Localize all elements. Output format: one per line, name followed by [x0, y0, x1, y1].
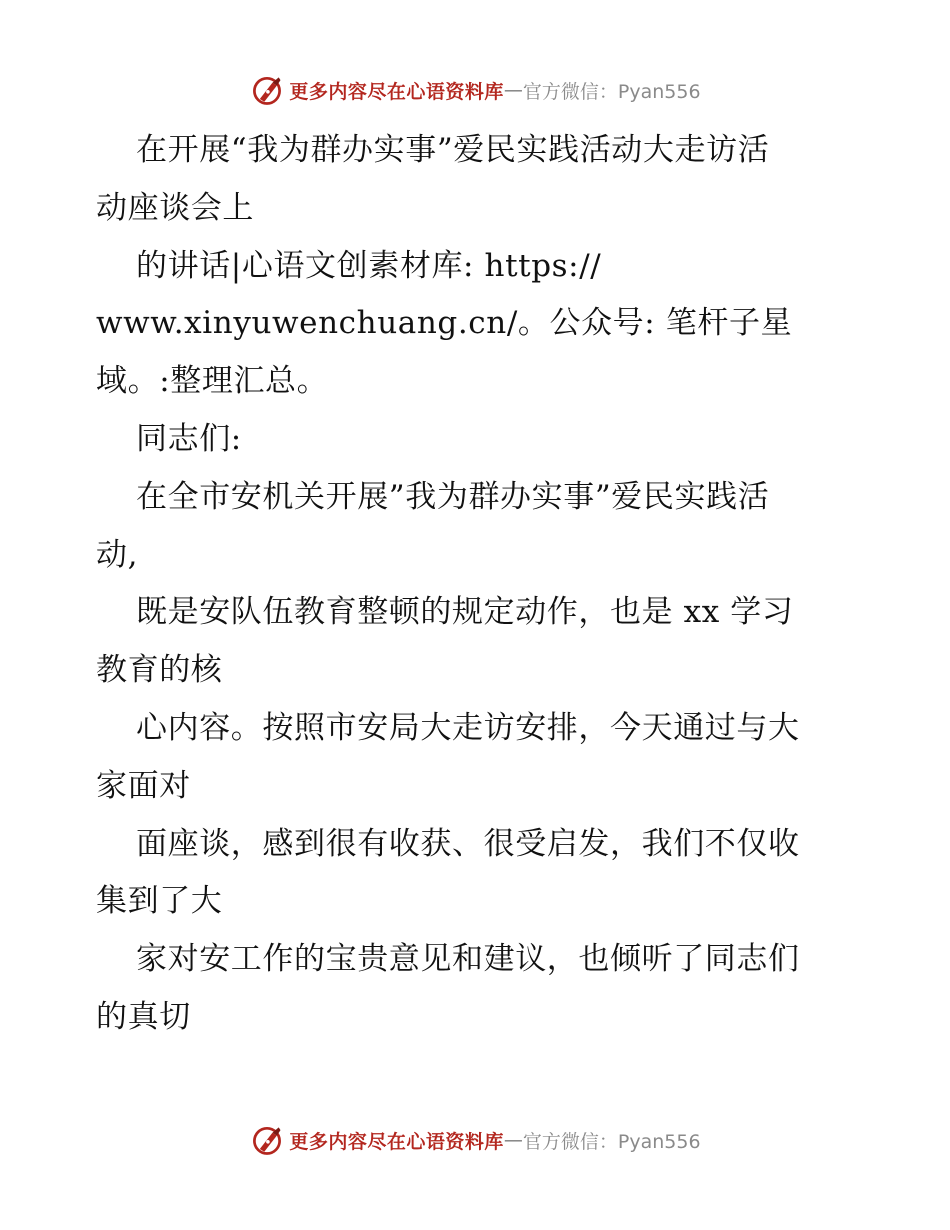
- body-line: 心内容。按照市安局大走访安排，今天通过与大: [136, 709, 800, 746]
- body-line: 域。:整理汇总。: [96, 363, 329, 400]
- body-line: 同志们:: [136, 420, 242, 457]
- body-line: www.xinyuwenchuang.cn/。公众号: 笔杆子星: [96, 305, 793, 342]
- body-line: 在开展“我为群办实事”爱民实践活动大走访活: [136, 132, 770, 168]
- pen-nib-icon: [249, 72, 285, 108]
- body-line: 既是安队伍教育整顿的规定动作，也是 xx 学习: [136, 594, 794, 631]
- pen-nib-icon: [249, 1122, 285, 1158]
- body-line: 的真切: [96, 998, 191, 1035]
- header-contact-text: 官方微信：Pyan556: [522, 80, 701, 103]
- footer-banner: [0, 1120, 950, 1160]
- document-body: [96, 122, 856, 1047]
- body-line: 家对安工作的宝贵意见和建议，也倾听了同志们: [136, 941, 800, 978]
- header-brand-text: 更多内容尽在心语资料库: [289, 80, 504, 103]
- body-line: 集到了大: [96, 883, 223, 920]
- body-line: 动座谈会上: [96, 189, 254, 226]
- footer-brand-text: 更多内容尽在心语资料库: [289, 1130, 504, 1153]
- body-line: 面座谈，感到很有收获、很受启发，我们不仅收: [136, 825, 800, 862]
- body-line: 的讲话|心语文创素材库: https://: [136, 247, 602, 284]
- header-banner: [0, 70, 950, 110]
- body-line: 教育的核: [96, 652, 223, 689]
- body-line: 在全市安机关开展”我为群办实事”爱民实践活: [136, 478, 770, 515]
- header-dash: —: [503, 79, 523, 101]
- body-line: 动,: [96, 536, 139, 573]
- body-line: 家面对: [96, 767, 191, 804]
- footer-contact-text: 官方微信：Pyan556: [522, 1130, 701, 1153]
- footer-dash: —: [503, 1129, 523, 1151]
